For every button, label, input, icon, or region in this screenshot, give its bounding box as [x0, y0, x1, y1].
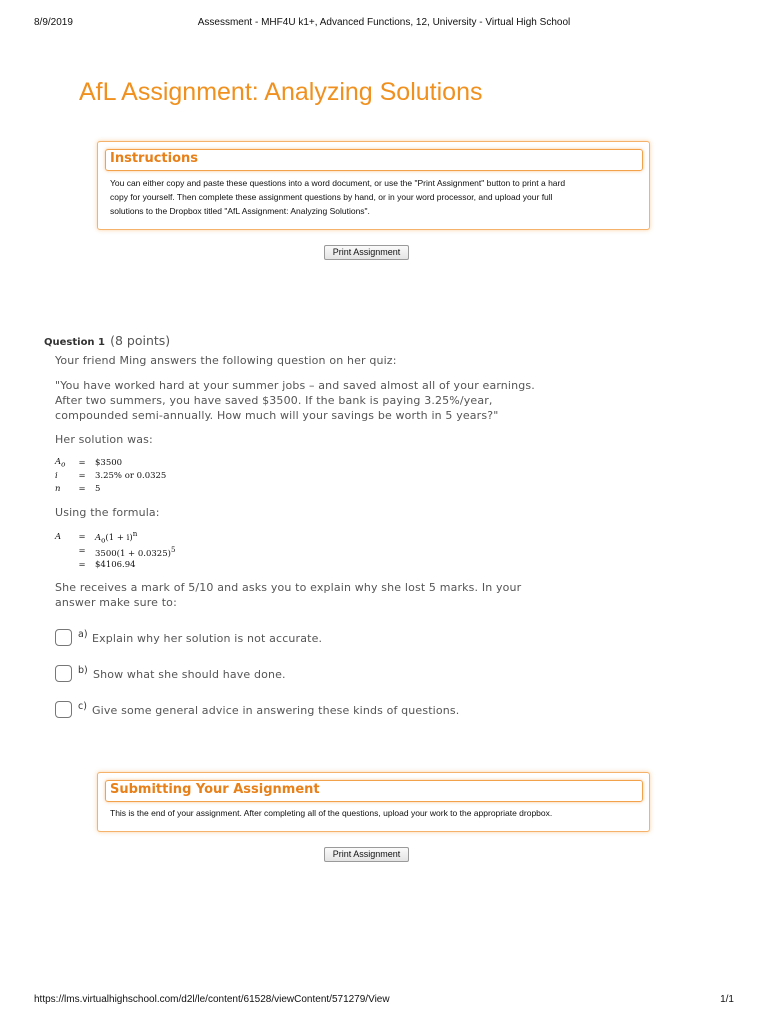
checkbox-a[interactable]	[55, 629, 72, 646]
formula-lhs: A	[55, 531, 62, 542]
option-text: Show what she should have done.	[93, 668, 286, 681]
option-text: Give some general advice in answering these kinds of questions.	[92, 704, 460, 717]
instructions-panel	[97, 141, 650, 230]
question-intro: Your friend Ming answers the following question on her quiz:	[55, 354, 397, 367]
print-footer	[34, 994, 734, 1008]
option-text: Explain why her solution is not accurate.	[92, 632, 323, 645]
page-number: 1/1	[720, 994, 734, 1005]
equals-sign: =	[78, 559, 86, 570]
question-points: (8 points)	[110, 333, 171, 348]
using-formula-label: Using the formula:	[55, 506, 160, 519]
quote-line: After two summers, you have saved $3500. If the bank is paying 3.25%/year,	[55, 394, 493, 407]
given-row	[55, 456, 166, 469]
given-row	[55, 469, 166, 482]
mark-explanation	[55, 580, 575, 610]
instructions-line: solutions to the Dropbox titled "AfL Assignment: Analyzing Solutions".	[110, 206, 370, 216]
quote-line: compounded semi-annually. How much will your savings be worth in 5 years?"	[55, 409, 499, 422]
instructions-line: copy for yourself. Then complete these assignment questions by hand, or in your word processor, and upload your full	[110, 192, 553, 202]
checkbox-b[interactable]	[55, 665, 72, 682]
equals-sign: =	[78, 483, 86, 494]
page-title: AfL Assignment: Analyzing Solutions	[79, 78, 483, 106]
given-value: 5	[95, 483, 101, 494]
print-assignment-button[interactable]: Print Assignment	[324, 245, 409, 260]
mark-line: answer make sure to:	[55, 596, 177, 609]
formula-step: $A_o(1 + i)^n$	[95, 529, 138, 545]
equals-sign: =	[78, 546, 86, 557]
equals-sign: =	[78, 470, 86, 481]
question-quote	[55, 378, 575, 423]
formula-math	[55, 529, 175, 571]
checkbox-c[interactable]	[55, 701, 72, 718]
option-label: c)	[78, 701, 87, 712]
givens-math	[55, 456, 166, 495]
print-url: https://lms.virtualhighschool.com/d2l/le/content/61528/viewContent/571279/View	[34, 994, 390, 1005]
her-solution-label: Her solution was:	[55, 433, 153, 446]
given-value: 3.25% or 0.0325	[95, 470, 167, 481]
instructions-line: You can either copy and paste these questions into a word document, or use the "Print Assignment" button to print a hard	[110, 178, 566, 188]
instructions-text	[98, 171, 649, 218]
given-row	[55, 482, 166, 495]
submitting-panel	[97, 772, 650, 832]
print-date: 8/9/2019	[34, 17, 73, 28]
submitting-heading: Submitting Your Assignment	[105, 780, 643, 802]
instructions-heading: Instructions	[105, 149, 643, 171]
quote-line: "You have worked hard at your summer jobs – and saved almost all of your earnings.	[55, 379, 535, 392]
formula-result: $4106.94	[95, 559, 136, 570]
formula-row	[55, 545, 175, 559]
submitting-text: This is the end of your assignment. After completing all of the questions, upload your work to the appropriate dropbox.	[110, 808, 553, 818]
question-label: Question 1	[44, 337, 105, 348]
option-label: a)	[78, 629, 88, 640]
given-var: n	[55, 483, 61, 494]
given-var: A	[55, 456, 62, 467]
equals-sign: =	[78, 457, 86, 468]
print-assignment-button[interactable]: Print Assignment	[324, 847, 409, 862]
print-header	[34, 17, 734, 31]
question-header	[44, 330, 170, 349]
print-page-title: Assessment - MHF4U k1+, Advanced Functions, 12, University - Virtual High School	[197, 17, 571, 28]
option-label: b)	[78, 665, 88, 676]
equals-sign: =	[78, 531, 86, 542]
given-value: $3500	[95, 457, 123, 468]
formula-row	[55, 529, 175, 545]
given-sub: o	[61, 459, 66, 469]
mark-line: She receives a mark of 5/10 and asks you to explain why she lost 5 marks. In your	[55, 581, 522, 594]
given-var: i	[55, 470, 58, 481]
formula-row	[55, 558, 175, 571]
formula-step: $3500(1 + 0.0325)^5$	[95, 544, 176, 559]
